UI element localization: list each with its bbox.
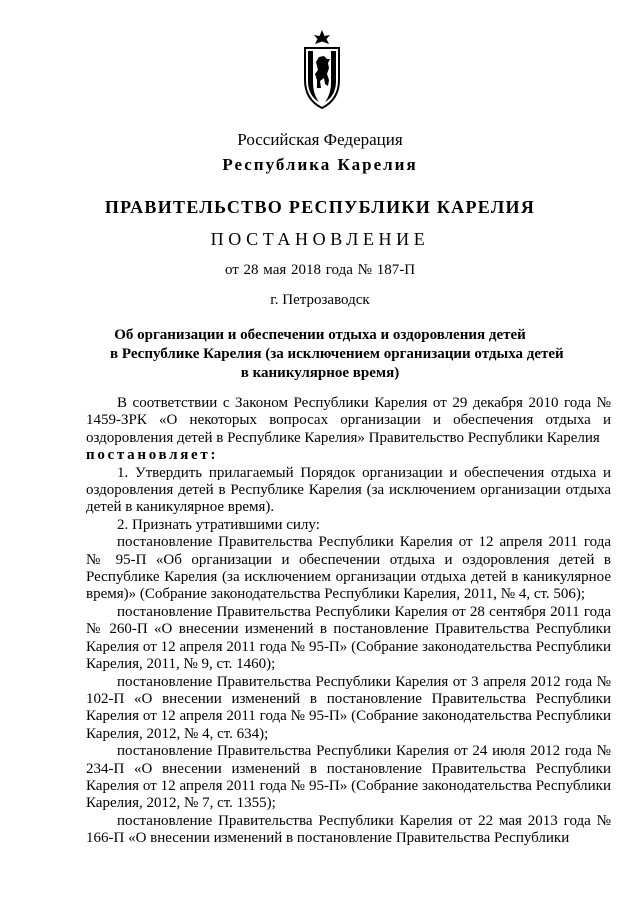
repealed-item: постановление Правительства Республики Карелия от 28 сентября 2011 года № 260-П «О внесении изменений в постановление Правительства Республики Карелия от 12 апреля 2011 года № 95-П» (Собрание законодательства Республики Карелия, 2011, № 9, ст. 1460); (86, 603, 611, 673)
title-line: в Республике Карелия (за исключением организации отдыха детей (110, 346, 564, 362)
title-line: Об организации и обеспечении отдыха и оздоровления детей (114, 327, 526, 343)
government-title: ПРАВИТЕЛЬСТВО РЕСПУБЛИКИ КАРЕЛИЯ (104, 197, 536, 217)
repealed-item: постановление Правительства Республики Карелия от 24 июля 2012 года № 234-П «О внесении изменений в постановление Правительства Республики Карелия от 12 апреля 2011 года № 95-П» (Собрание законодательства Республики Карелия, 2012, № 7, ст. 1355); (86, 743, 611, 812)
repealed-item: постановление Правительства Республики Карелия от 12 апреля 2011 года № 95-П «Об организации и обеспечении отдыха и оздоровления детей в Республике Карелия (за исключением организации отдыха детей в каникулярное время)» (Собрание законодательства Республики Карелия, 2011, № 4, ст. 506); (86, 534, 611, 603)
document-body (86, 395, 611, 848)
document-type: ПОСТАНОВЛЕНИЕ (210, 229, 430, 249)
document-city: г. Петрозаводск (270, 292, 370, 308)
clause-2: 2. Признать утратившими силу: (117, 516, 320, 533)
republic-name: Республика Карелия (222, 155, 418, 174)
decree-word: постановляет: (86, 447, 219, 464)
repealed-item: постановление Правительства Республики Карелия от 22 мая 2013 года № 166-П «О внесении изменений в постановление Правительства Республики (86, 812, 611, 847)
document-title (110, 326, 564, 383)
karelia-coat-of-arms-bear-icon (302, 28, 342, 126)
country-name: Российская Федерация (237, 130, 403, 149)
title-line: в каникулярное время) (240, 365, 400, 381)
clause-1: 1. Утвердить прилагаемый Порядок организации и обеспечения отдыха и оздоровления детей в Республике Карелия (за исключением организации отдыха детей в каникулярное время). (86, 464, 611, 516)
repealed-item: постановление Правительства Республики Карелия от 3 апреля 2012 года № 102-П «О внесении изменений в постановление Правительства Республики Карелия от 12 апреля 2011 года № 95-П» (Собрание законодательства Республики Карелия, 2012, № 4, ст. 634); (86, 673, 611, 742)
intro-paragraph (86, 395, 611, 465)
intro-text: В соответствии с Законом Республики Карелия от 29 декабря 2010 года № 1459-ЗРК «О некоторых вопросах организации и обеспечения отдыха и оздоровления детей в Республике Карелия» Правительство Республики Карелия (86, 395, 611, 446)
document-date-number: от 28 мая 2018 года № 187-П (224, 262, 416, 278)
